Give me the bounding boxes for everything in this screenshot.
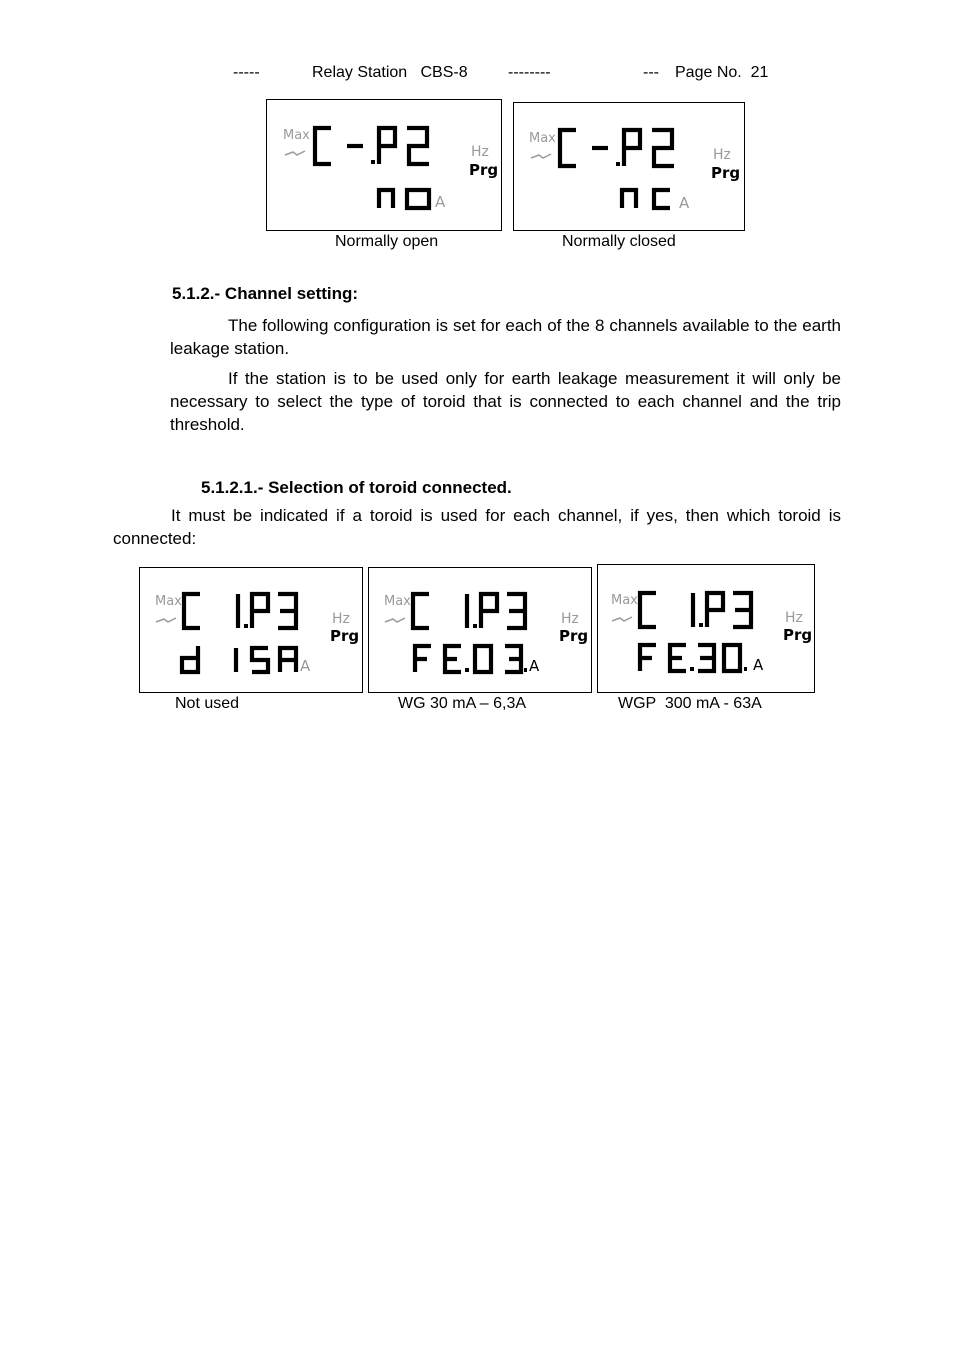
hz-indicator: Hz — [713, 147, 731, 163]
max-indicator: Max — [155, 594, 182, 609]
caption-wg-30ma: WG 30 mA – 6,3A — [398, 695, 527, 712]
lcd-display-normally-closed — [513, 102, 745, 231]
section-heading-toroid-selection: 5.1.2.1.- Selection of toroid connected. — [201, 478, 512, 497]
bottom-segments — [622, 190, 670, 208]
max-indicator: Max — [384, 594, 411, 609]
lcd-segment-graphic — [369, 568, 593, 694]
max-indicator: Max — [529, 131, 556, 146]
signal-icon — [156, 618, 176, 622]
signal-icon — [285, 151, 305, 155]
top-segments — [640, 593, 751, 627]
hz-indicator: Hz — [471, 144, 489, 160]
caption-wgp-300ma: WGP 300 mA - 63A — [618, 695, 762, 712]
lcd-display-wg-30ma — [368, 567, 592, 693]
lcd-segment-graphic — [267, 100, 503, 232]
caption-not-used: Not used — [175, 695, 240, 712]
hz-indicator: Hz — [785, 610, 803, 626]
prg-indicator: Prg — [559, 627, 589, 645]
top-segments — [560, 130, 674, 166]
hz-indicator: Hz — [561, 611, 579, 627]
lcd-segment-graphic — [514, 103, 746, 232]
header-mid-dashes: -------- — [508, 64, 551, 81]
prg-indicator: Prg — [330, 627, 360, 645]
bottom-segments — [379, 190, 429, 208]
signal-icon — [612, 617, 632, 621]
header-left-dashes: ----- — [233, 64, 260, 81]
page-number: Page No. 21 — [675, 64, 769, 81]
lcd-display-not-used — [139, 567, 363, 693]
paragraph-toroid-selection: It must be indicated if a toroid is used for each channel, if yes, then which toroid is connected: — [113, 506, 841, 548]
prg-indicator: Prg — [711, 164, 741, 182]
paragraph-earth-leakage: If the station is to be used only for earth leakage measurement it will only be necessary to select the type of toroid that is connected to each channel and the trip threshold. — [170, 369, 841, 434]
max-indicator: Max — [611, 593, 638, 608]
lcd-display-wgp-300ma — [597, 564, 815, 693]
bottom-segments — [640, 645, 747, 671]
top-segments — [315, 128, 429, 164]
unit-indicator: A — [529, 657, 540, 675]
max-indicator: Max — [283, 128, 310, 143]
lcd-segment-graphic — [140, 568, 364, 694]
bottom-segments — [182, 646, 296, 672]
unit-indicator: A — [435, 193, 446, 211]
top-segments — [184, 594, 296, 628]
caption-normally-closed: Normally closed — [562, 233, 676, 250]
unit-indicator: A — [679, 194, 690, 212]
signal-icon — [385, 618, 405, 622]
caption-normally-open: Normally open — [335, 233, 439, 250]
section-heading-channel-setting: 5.1.2.- Channel setting: — [172, 284, 359, 303]
signal-icon — [531, 154, 551, 158]
lcd-segment-graphic — [598, 565, 816, 694]
unit-indicator: A — [300, 657, 311, 675]
lcd-display-normally-open — [266, 99, 502, 231]
unit-indicator: A — [753, 656, 764, 674]
paragraph-channel-config: The following configuration is set for each of the 8 channels available to the earth leakage station. — [170, 316, 841, 358]
hz-indicator: Hz — [332, 611, 350, 627]
prg-indicator: Prg — [783, 626, 813, 644]
top-segments — [413, 594, 525, 628]
bottom-segments — [415, 646, 527, 672]
header-right-dashes: --- — [643, 64, 659, 81]
header-title: Relay Station CBS-8 — [312, 64, 468, 81]
prg-indicator: Prg — [469, 161, 499, 179]
